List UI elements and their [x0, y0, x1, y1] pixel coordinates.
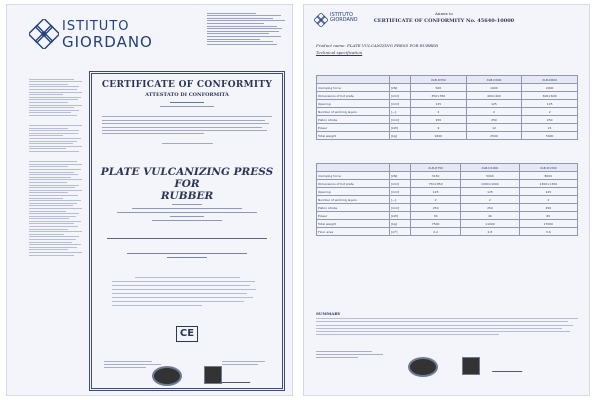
certificate-body-text	[102, 114, 272, 146]
manufacturer-address	[92, 250, 282, 261]
spec-cell: 1000×1000	[461, 180, 519, 188]
annex-title: CERTIFICATE OF CONFORMITY No. 45640-10000	[373, 18, 515, 24]
spec-table-2	[316, 163, 578, 236]
spec-header-cell	[317, 76, 390, 84]
table-row	[317, 220, 578, 228]
spec-cell: [—]	[390, 108, 411, 116]
table-row	[317, 180, 578, 188]
spec-cell: Opening	[317, 188, 390, 196]
table-row	[317, 204, 578, 212]
spec-cell: 125	[411, 188, 461, 196]
spec-cell: [kg]	[390, 132, 411, 140]
table-row	[317, 116, 578, 124]
spec-cell: 1000	[466, 84, 522, 92]
qr-stamp	[462, 357, 480, 375]
spec-cell: 125	[466, 100, 522, 108]
spec-cell: [—]	[390, 196, 411, 204]
institute-address-block	[207, 11, 289, 46]
flower-emblem-icon	[29, 19, 59, 49]
logo-text-bottom: GIORDANO	[62, 33, 153, 51]
spec-cell: 60	[519, 212, 577, 220]
spec-header-cell	[317, 164, 390, 172]
table-row	[317, 132, 578, 140]
spec-cell: Floor area	[317, 228, 390, 236]
standards-text	[112, 274, 262, 309]
ce-mark: CE	[176, 326, 198, 342]
spec-cell: 2000	[522, 84, 578, 92]
spec-cell: 2	[519, 196, 577, 204]
spec-cell: Total weight	[317, 220, 390, 228]
spec-header-row	[317, 164, 578, 172]
annex-page	[303, 4, 590, 396]
spec-cell: 2	[411, 108, 467, 116]
spec-cell: 250	[519, 204, 577, 212]
annex-logo-text	[330, 13, 358, 23]
spec-cell: [mm]	[390, 92, 411, 100]
notes-heading: SUMMARY	[316, 311, 341, 316]
accreditation-seal	[152, 366, 182, 386]
spec-cell: 125	[519, 188, 577, 196]
spec-header-cell: XLB-D350	[411, 76, 467, 84]
spec-cell: [mm]	[390, 100, 411, 108]
annex-logo-top: ISTITUTO	[330, 12, 353, 18]
spec-cell: 400×400	[466, 92, 522, 100]
table-row	[317, 84, 578, 92]
spec-header-cell	[390, 76, 411, 84]
product-name	[92, 166, 282, 202]
signature	[492, 361, 526, 372]
spec-cell: Power	[317, 212, 390, 220]
spec-cell: 5000	[461, 172, 519, 180]
spec-cell: 125	[522, 100, 578, 108]
spec-cell: 3150	[411, 172, 461, 180]
spec-cell: [m²]	[390, 228, 411, 236]
product-name-line2: RUBBER	[160, 190, 214, 202]
spec-cell: Number of working layers	[317, 196, 390, 204]
spec-cell: [mm]	[390, 188, 411, 196]
table-row	[317, 100, 578, 108]
spec-cell: [kN]	[390, 172, 411, 180]
spec-header-cell	[390, 164, 411, 172]
spec-cell: Clamping force	[317, 84, 390, 92]
spec-cell: Opening	[317, 100, 390, 108]
spec-cell: [mm]	[390, 116, 411, 124]
certificate-frame	[89, 71, 285, 391]
spec-cell: 2	[466, 108, 522, 116]
spec-cell: Total weight	[317, 132, 390, 140]
annex-logo-bottom: GIORDANO	[330, 17, 358, 23]
institute-logo	[29, 19, 153, 55]
table-row	[317, 108, 578, 116]
table-row	[317, 188, 578, 196]
certificate-subtitle: ATTESTATO DI CONFORMITÀ	[145, 92, 229, 98]
spec-cell: Dimensions of hot plate	[317, 92, 390, 100]
spec-cell: [mm]	[390, 204, 411, 212]
spec-cell: 2.8	[461, 228, 519, 236]
spec-cell: 250	[461, 204, 519, 212]
certificate-title: CERTIFICATE OF CONFORMITY	[101, 80, 273, 90]
spec-cell: [kW]	[390, 212, 411, 220]
spec-cell: [mm]	[390, 180, 411, 188]
spec-cell: 250	[411, 204, 461, 212]
spec-cell: 125	[411, 100, 467, 108]
technical-spec-label: Technical specification	[316, 50, 363, 55]
spec-cell: 2.2	[411, 228, 461, 236]
spec-cell: Dimensions of hot plate	[317, 180, 390, 188]
product-name-line1: PLATE VULCANIZING PRESS FOR	[100, 166, 274, 190]
spec-cell: 250	[411, 116, 467, 124]
spec-cell: 5000	[522, 132, 578, 140]
spec-cell: 9	[411, 124, 467, 132]
spec-cell: 350×350	[411, 92, 467, 100]
spec-cell: 500	[411, 84, 467, 92]
logo-text-top: ISTITUTO	[62, 19, 130, 34]
table-row	[317, 212, 578, 220]
spec-cell: Piston stroke	[317, 116, 390, 124]
director-text	[222, 359, 270, 367]
certificate-number	[92, 100, 282, 110]
spec-header-cell: XLB-D1300	[519, 164, 577, 172]
table-row	[317, 228, 578, 236]
spec-table-1	[316, 75, 578, 140]
spec-cell: 40	[461, 212, 519, 220]
spec-cell: 17000	[519, 220, 577, 228]
spec-cell: 3.6	[519, 228, 577, 236]
spec-cell: 1600	[411, 132, 467, 140]
annex-label: Annex to	[435, 11, 453, 16]
table-row	[317, 124, 578, 132]
table-row	[317, 92, 578, 100]
accreditation-seal	[408, 357, 438, 377]
spec-cell: 8000	[519, 172, 577, 180]
annex-date-text	[316, 349, 386, 360]
spec-cell: 2	[522, 108, 578, 116]
spec-header-row	[317, 76, 578, 84]
spec-cell: [kW]	[390, 124, 411, 132]
institute-sidebar-text	[29, 77, 85, 257]
spec-cell: Power	[317, 124, 390, 132]
model-list	[92, 201, 282, 224]
spec-cell: 11000	[461, 220, 519, 228]
spec-header-cell: XLB-D1000	[461, 164, 519, 172]
annex-product-name: Product name: PLATE VULCANIZING PRESS FOR RUBBER	[316, 43, 438, 48]
spec-cell: 125	[461, 188, 519, 196]
spec-cell: 2	[411, 196, 461, 204]
spec-cell: 7500	[411, 220, 461, 228]
table-row	[317, 172, 578, 180]
spec-header-cell: XLB-D600	[522, 76, 578, 84]
spec-cell: 600×600	[522, 92, 578, 100]
table-row	[317, 196, 578, 204]
signature	[220, 372, 254, 383]
annex-notes	[316, 311, 578, 337]
spec-cell: Clamping force	[317, 172, 390, 180]
spec-cell: 250	[522, 116, 578, 124]
manufacturer-name	[92, 238, 282, 239]
spec-cell: Number of working layers	[317, 108, 390, 116]
spec-cell: 2	[461, 196, 519, 204]
certificate-page	[6, 4, 293, 396]
flower-emblem-icon	[314, 13, 328, 27]
spec-cell: 1300×1300	[519, 180, 577, 188]
spec-cell: 21	[522, 124, 578, 132]
spec-cell: 750×850	[411, 180, 461, 188]
spec-header-cell: XLB-D400	[466, 76, 522, 84]
spec-header-cell: XLB-D750	[411, 164, 461, 172]
spec-cell: 2500	[466, 132, 522, 140]
spec-cell: 12	[466, 124, 522, 132]
spec-cell: [kN]	[390, 84, 411, 92]
spec-cell: 30	[411, 212, 461, 220]
spec-cell: [kg]	[390, 220, 411, 228]
spec-cell: 250	[466, 116, 522, 124]
spec-cell: Piston stroke	[317, 204, 390, 212]
